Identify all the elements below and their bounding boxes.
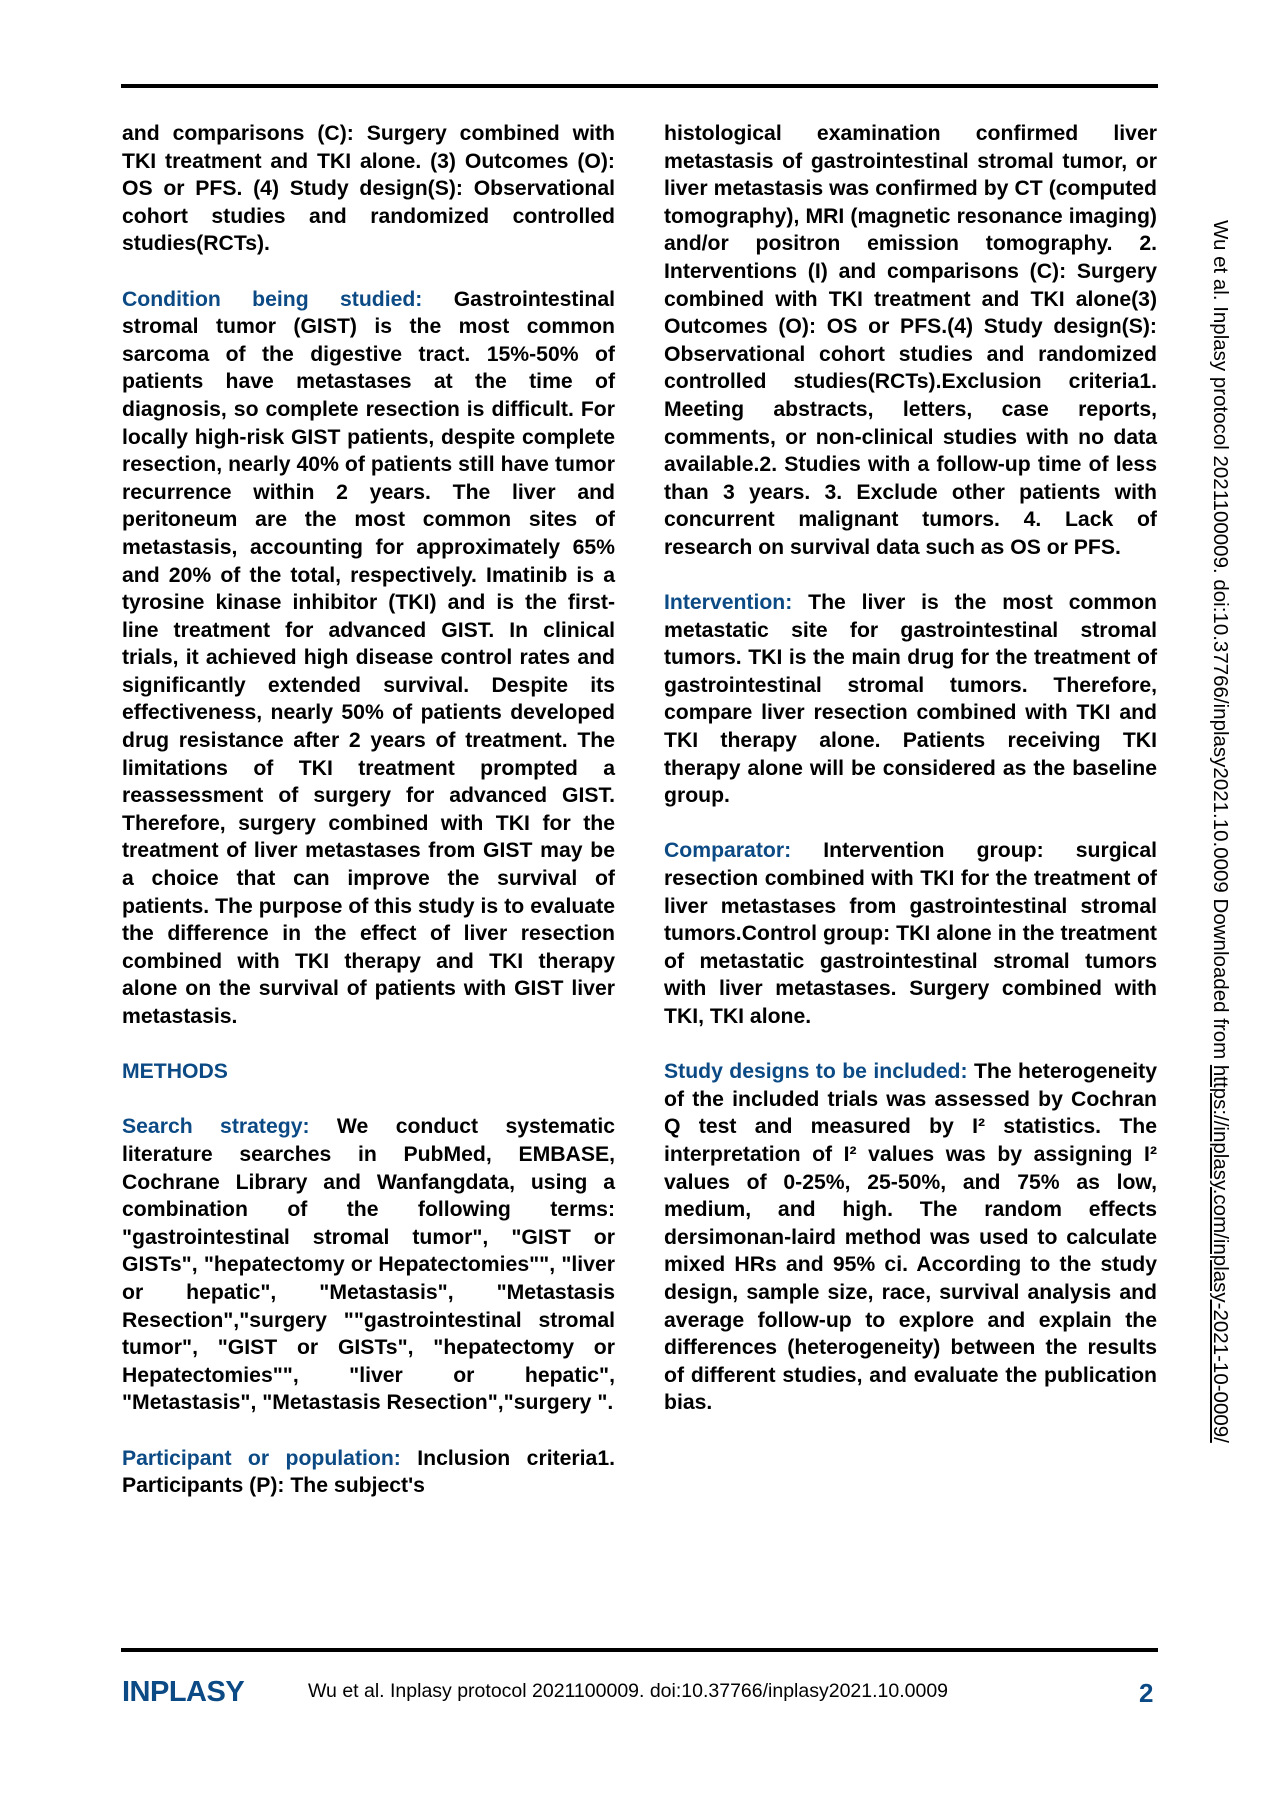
search-strategy-label: Search strategy: [122,1115,310,1139]
study-designs-label: Study designs to be included: [664,1060,968,1084]
footer-citation: Wu et al. Inplasy protocol 2021100009. doi:10.37766/inplasy2021.10.0009 [308,1680,949,1702]
page-number: 2 [1139,1678,1154,1708]
intro-paragraph: and comparisons (C): Surgery combined with TKI treatment and TKI alone. (3) Outcomes (O): OS or PFS. (4) Study design(S): Observational cohort studies and randomized controlled studies(RCTs). [122,122,615,256]
methods-heading: METHODS [122,1060,228,1084]
study-designs-text: The heterogeneity of the included trials was assessed by Cochran Q test and measured by I² statistics. The interpretation of I² values was by assigning I² values of 0-25%, 25-50%, and 75% as low, medium, and high. The random effects dersimonan-laird method was used to calculate mixed HRs and 95% ci. According to the study design, sample size, race, survival analysis and average follow-up to explore and explain the differences (heterogeneity) between the results of different studies, and evaluate the publication bias. [664,1060,1157,1415]
comparator-label: Comparator: [664,839,792,863]
comparator-section [664,837,1157,1030]
study-designs-section [664,1058,1157,1417]
condition-text: Gastrointestinal stromal tumor (GIST) is the most common sarcoma of the digestive tract. 15%-50% of patients have metastases at the time of diagnosis, so complete resection is difficult. For locally high-risk GIST patients, despite complete resection, nearly 40% of patients still have tumor recurrence within 2 years. The liver and peritoneum are the most common sites of metastasis, accounting for approximately 65% and 20% of the total, respectively. Imatinib is a tyrosine kinase inhibitor (TKI) and is the first-line treatment for advanced GIST. In clinical trials, it achieved high disease control rates and significantly extended survival. Despite its effectiveness, nearly 50% of patients developed drug resistance after 2 years of treatment. The limitations of TKI treatment prompted a reassessment of surgery for advanced GIST. Therefore, surgery combined with TKI for the treatment of liver metastases from GIST may be a choice that can improve the survival of patients. The purpose of this study is to evaluate the difference in the effect of liver resection combined with TKI therapy and TKI therapy alone on the survival of patients with GIST liver metastasis. [122,287,615,1028]
side-download-note [1208,220,1232,1443]
intervention-text: The liver is the most common metastatic site for gastrointestinal stromal tumors. TKI is the main drug for the treatment of gastrointestinal stromal tumors. Therefore, compare liver resection combined with TKI and TKI therapy alone. Patients receiving TKI therapy alone will be considered as the baseline group. [664,591,1157,808]
header-rule [121,84,1158,88]
search-strategy-section [122,1113,615,1417]
search-strategy-text: We conduct systematic literature searches in PubMed, EMBASE, Cochrane Library and Wanfangdata, using a combination of the following terms: "gastrointestinal stromal tumor", "GIST or GISTs", "hepatectomy or Hepatectomies"", "liver or hepatic", "Metastasis", "Metastasis Resection","surgery ""gastrointestinal stromal tumor", "GIST or GISTs", "hepatectomy or Hepatectomies"", "liver or hepatic", "Metastasis", "Metastasis Resection","surgery ". [122,1115,615,1415]
side-note-text: Wu et al. Inplasy protocol 2021100009. doi:10.37766/inplasy2021.10.0009 Downloaded from [1209,220,1232,1065]
criteria-paragraph: histological examination confirmed liver metastasis of gastrointestinal stromal tumor, or liver metastasis was confirmed by CT (computed tomography), MRI (magnetic resonance imaging) and/or positron emission tomography. 2. Interventions (I) and comparisons (C): Surgery combined with TKI treatment and TKI alone(3) Outcomes (O): OS or PFS.(4) Study design(S): Observational cohort studies and randomized controlled studies(RCTs).Exclusion criteria1. Meeting abstracts, letters, case reports, comments, or non-clinical studies with no data available.2. Studies with a follow-up time of less than 3 years. 3. Exclude other patients with concurrent malignant tumors. 4. Lack of research on survival data such as OS or PFS. [664,122,1157,559]
participant-text: Inclusion criteria1. Participants (P): The subject's [122,1446,616,1498]
footer-brand-logo: INPLASY [122,1676,245,1708]
participant-label: Participant or population: [122,1446,401,1470]
condition-section [122,286,615,1031]
left-column [122,120,615,1527]
intervention-label: Intervention: [664,591,793,615]
participant-section [122,1445,615,1500]
footer-rule [121,1648,1158,1652]
right-column [664,120,1157,1445]
comparator-text: Intervention group: surgical resection combined with TKI for the treatment of liver metastases from gastrointestinal stromal tumors.Control group: TKI alone in the treatment of metastatic gastrointestinal stromal tumors with liver metastases. Surgery combined with TKI, TKI alone. [664,839,1157,1028]
side-note-link[interactable]: https://inplasy.com/inplasy-2021-10-0009/ [1209,1064,1232,1443]
intervention-section [664,589,1157,810]
condition-label: Condition being studied: [122,287,423,311]
